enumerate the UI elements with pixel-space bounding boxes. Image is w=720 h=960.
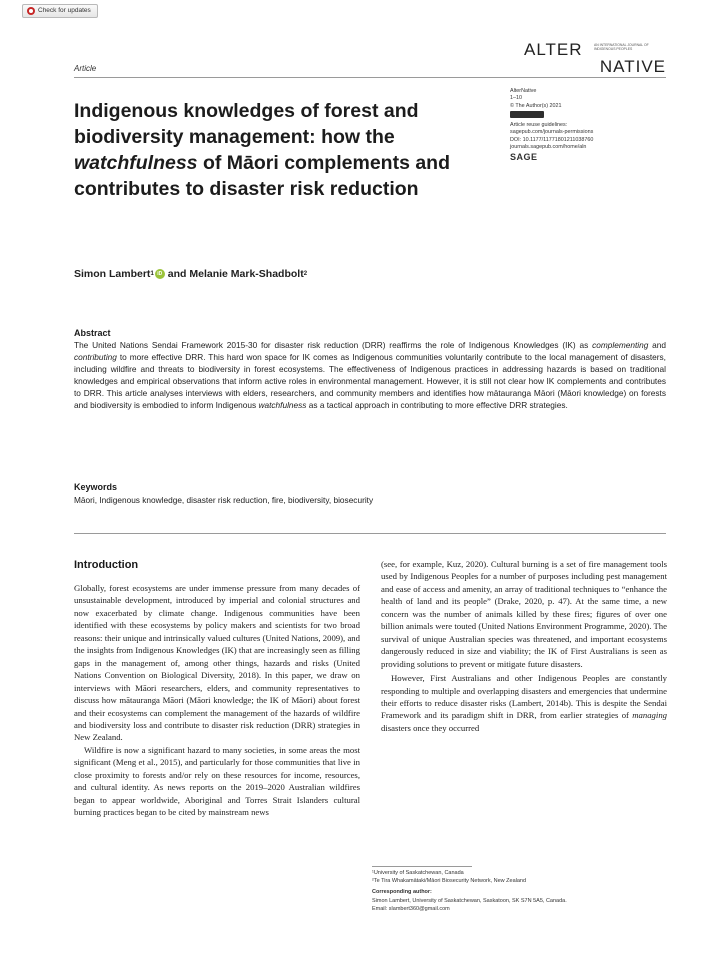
logo-alter: ALTER <box>524 40 583 59</box>
article-title: Indigenous knowledges of forest and biodiversity management: how the watchfulness of Māori complements and contributes to disaster risk reduction <box>74 100 450 200</box>
crossmark-icon <box>27 7 35 15</box>
footnote-divider <box>372 866 472 867</box>
journal-name: AlterNative <box>510 88 537 94</box>
sage-logo: SAGE <box>510 152 538 163</box>
article-type: Article <box>74 64 97 73</box>
body-column-left <box>74 582 360 819</box>
affiliation-1: ¹University of Saskatchewan, Canada <box>372 870 464 876</box>
intro-paragraph-3: (see, for example, Kuz, 2020). Cultural burning is a set of fire management tools used by Indigenous Peoples for a number of purposes including pest management and ease of access and amenity, an array of traditional techniques to “enhance the health of land and its people” (Drake, 2020, p. 47). At the same time, a new concern was the number of animals killed by these fires; figures of over one billion animals were touted (United Nations Environment Programme, 2020). The survival of unique Australian species was threatened, and important ecosystems dangerously reduced in size and viability; the IK of First Australians is seen as providing solutions to prevent or mitigate future disasters. <box>381 559 667 669</box>
footnotes <box>372 869 666 913</box>
author-2[interactable]: and Melanie Mark-Shadbolt <box>167 268 304 280</box>
corresponding-author-email[interactable]: Email: slambert360@gmail.com <box>372 905 450 912</box>
introduction-heading: Introduction <box>74 559 139 571</box>
intro-paragraph-2: Wildfire is now a significant hazard to many societies, in some areas the most significant (Meng et al., 2015), and particularly for those communities that live in close proximity to forests and/or rely on these resources for income, resources, and cultural identity. As news reports on the 2019–2020 Australian wildfires began to appear worldwide, Aboriginal and Torres Strait Islanders cultural burning practices began to be cited by mainstream news <box>74 744 360 818</box>
journal-home-link[interactable]: journals.sagepub.com/home/aln <box>510 144 587 151</box>
logo-tagline: AN INTERNATIONAL JOURNAL OF INDIGENOUS PEOPLES <box>594 43 649 52</box>
intro-paragraph-4: However, First Australians and other Indigenous Peoples are constantly responding to multiple and overlapping disasters and emergencies that undermine their efforts to reduce disaster risks (Lambert, 2014b). This is despite the Sendai Framework and its paradigm shift in DRR, from earlier strategies of managing disasters once they occurred <box>381 673 667 733</box>
abstract-heading: Abstract <box>74 328 111 338</box>
journal-info <box>510 88 670 162</box>
author-1[interactable]: Simon Lambert <box>74 268 151 280</box>
orcid-icon[interactable]: iD <box>155 269 165 279</box>
intro-paragraph-1: Globally, forest ecosystems are under immense pressure from many decades of unsustainable development, introduced by imperial and colonial structures and now exacerbated by climate change. Indigenous communities have been identified with these ecosystems by policy makers and scientists for two broad reasons: their unique and intrinsically valued cultures (United Nations, 2009), and the insights from Indigenous Knowledges (IK) that are increasingly seen as filling gaps in the management of, among other things, hazards and risks (United Nations Convention on Biological Diversity, 2018). In this paper, we draw on interviews with Māori researchers, elders, and community representatives to discuss how mātauranga Māori (Māori knowledge; the IK of Māori) about forest and their ecosystems can complement the management of the hazards of wildfire and biodiversity loss and contribute to disaster risk reduction (DRR) strategies in New Zealand. <box>74 583 360 743</box>
creative-commons-icon <box>510 111 544 118</box>
section-divider <box>74 533 666 534</box>
permissions-link[interactable]: sagepub.com/journals-permissions <box>510 129 594 136</box>
reuse-guidelines: Article reuse guidelines: <box>510 122 568 129</box>
keywords-text: Māori, Indigenous knowledge, disaster risk reduction, fire, biodiversity, biosecurity <box>74 495 374 505</box>
header-divider <box>74 77 666 78</box>
copyright: © The Author(s) 2021 <box>510 102 562 109</box>
corresponding-author-address: Simon Lambert, University of Saskatchewan, Saskatoon, SK S7N 5A5, Canada. <box>372 897 567 904</box>
doi[interactable]: DOI: 10.1177/11771801211038760 <box>510 136 594 143</box>
check-for-updates-label: Check for updates <box>38 7 91 14</box>
check-for-updates-button[interactable] <box>22 4 98 18</box>
author-line: Simon Lambert 1 iD and Melanie Mark-Shadbolt 2 <box>74 268 308 280</box>
page-range: 1–10 <box>510 95 522 102</box>
affiliation-2: ²Te Tira Whakamātaki/Māori Biosecurity Network, New Zealand <box>372 878 527 885</box>
keywords-heading: Keywords <box>74 482 118 492</box>
corresponding-author-heading: Corresponding author: <box>372 889 432 896</box>
journal-logo <box>524 40 666 76</box>
body-column-right <box>381 558 667 734</box>
logo-native: NATIVE <box>599 57 666 76</box>
abstract-text: The United Nations Sendai Framework 2015-30 for disaster risk reduction (DRR) reaffirms the role of Indigenous Knowledges (IK) as complementing and contributing to more effective DRR. This hard won space for IK comes as Indigenous communities voluntarily contribute to the local management of disasters, including wildfire and threats to biodiversity in forest ecosystems. The effectiveness of Indigenous practices in addressing hazards is based on traditional knowledges and empirical observations that inform active roles in environmental management. However, it is still not clear how IK complements and contributes to DRR. This article analyses interviews with elders, researchers, and community members and identifies how mātauranga Māori (Māori knowledge) on forests and biodiversity is embodied to inform Indigenous watchfulness as a tactical approach in contributing to more effective DRR strategies. <box>74 340 666 410</box>
